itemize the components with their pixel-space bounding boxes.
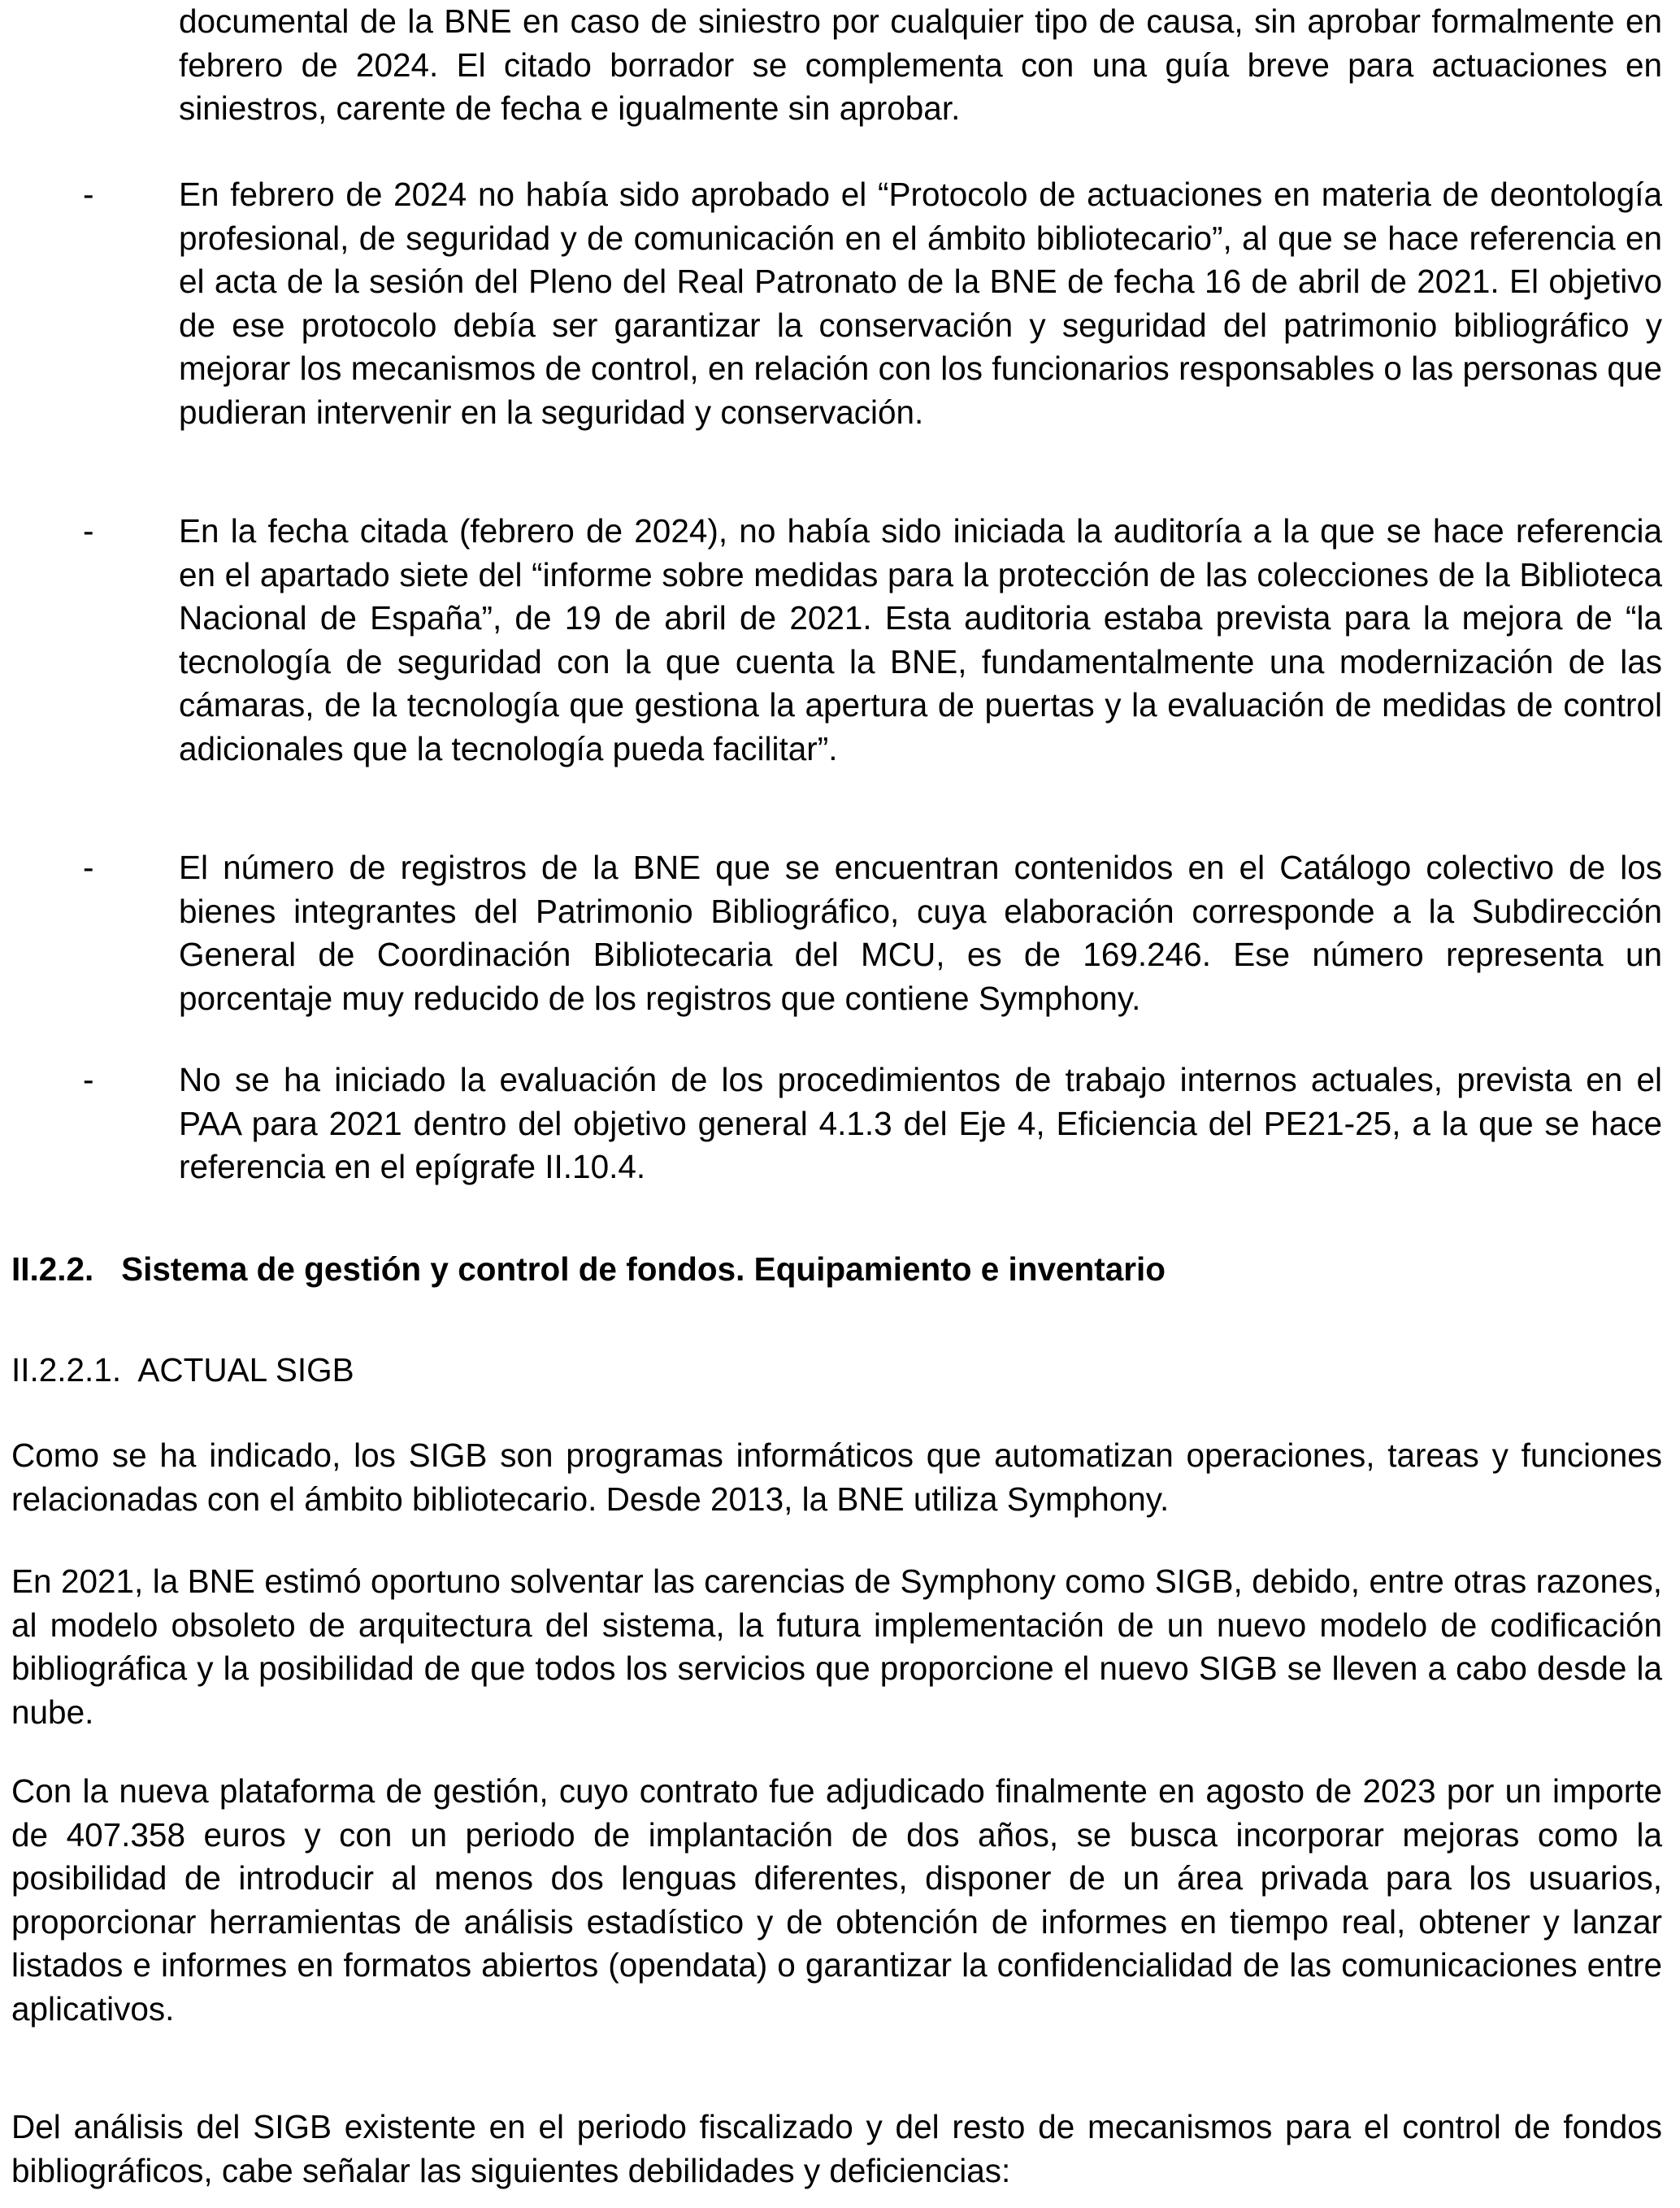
body-paragraph: Con la nueva plataforma de gestión, cuyo contrato fue adjudicado finalmente en agosto de 2023 por un importe de 407.358 euros y con un periodo de implantación de dos años, se busca incorporar mejoras como la posibilidad de introducir al menos dos lenguas diferentes, disponer de un área privada para los usuarios, proporcionar herramientas de análisis estadístico y de obtención de informes en tiempo real, obtener y lanzar listados e informes en formatos abiertos (opendata) o garantizar la confidencialidad de las comunicaciones entre aplicativos. (11, 1772, 1662, 2028)
continuation-paragraph: documental de la BNE en caso de siniestro por cualquier tipo de causa, sin aprobar formalmente en febrero de 2024. El citado borrador se complementa con una guía breve para actuaciones en siniestros, carente de fecha e igualmente sin aprobar. (179, 2, 1662, 127)
body-paragraph: Como se ha indicado, los SIGB son programas informáticos que automatizan operaciones, tareas y funciones relacionadas con el ámbito bibliotecario. Desde 2013, la BNE utiliza Symphony. (11, 1437, 1662, 1518)
bullet-marker: - (83, 1061, 94, 1098)
bullet-paragraph-protocolo: En febrero de 2024 no había sido aprobado el “Protocolo de actuaciones en materia de deontología profesional, de seguridad y de comunicación en el ámbito bibliotecario”, al que se hace referencia en el acta de la sesión del Pleno del Real Patronato de la BNE de fecha 16 de abril de 2021. El objetivo de ese protocolo debía ser garantizar la conservación y seguridad del patrimonio bibliográfico y mejorar los mecanismos de control, en relación con los funcionarios responsables o las personas que pudieran intervenir en la seguridad y conservación. (179, 176, 1662, 431)
bullet-marker: - (83, 849, 94, 886)
bullet-paragraph-registros: El número de registros de la BNE que se encuentran contenidos en el Catálogo colectivo de los bienes integrantes del Patrimonio Bibliográfico, cuya elaboración corresponde a la Subdirección General de Coordinación Bibliotecaria del MCU, es de 169.246. Ese número representa un porcentaje muy reducido de los registros que contiene Symphony. (179, 849, 1662, 1017)
section-heading: II.2.2. Sistema de gestión y control de fondos. Equipamiento e inventario (11, 1250, 1166, 1288)
body-paragraph: Del análisis del SIGB existente en el periodo fiscalizado y del resto de mecanismos para el control de fondos bibliográficos, cabe señalar las siguientes debilidades y deficiencias: (11, 2108, 1662, 2189)
bullet-marker: - (83, 512, 94, 550)
bullet-marker: - (83, 176, 94, 213)
subsection-heading: II.2.2.1. ACTUAL SIGB (11, 1351, 354, 1389)
bullet-paragraph-evaluacion: No se ha iniciado la evaluación de los procedimientos de trabajo internos actuales, prevista en el PAA para 2021 dentro del objetivo general 4.1.3 del Eje 4, Eficiencia del PE21-25, a la que se hace referencia en el epígrafe II.10.4. (179, 1061, 1662, 1185)
bullet-paragraph-auditoria: En la fecha citada (febrero de 2024), no había sido iniciada la auditoría a la que se hace referencia en el apartado siete del “informe sobre medidas para la protección de las colecciones de la Biblioteca Nacional de España”, de 19 de abril de 2021. Esta auditoria estaba prevista para la mejora de “la tecnología de seguridad con la que cuenta la BNE, fundamentalmente una modernización de las cámaras, de la tecnología que gestiona la apertura de puertas y la evaluación de medidas de control adicionales que la tecnología pueda facilitar”. (179, 512, 1662, 767)
body-paragraph: En 2021, la BNE estimó oportuno solventar las carencias de Symphony como SIGB, debido, entre otras razones, al modelo obsoleto de arquitectura del sistema, la futura implementación de un nuevo modelo de codificación bibliográfica y la posibilidad de que todos los servicios que proporcione el nuevo SIGB se lleven a cabo desde la nube. (11, 1563, 1662, 1731)
